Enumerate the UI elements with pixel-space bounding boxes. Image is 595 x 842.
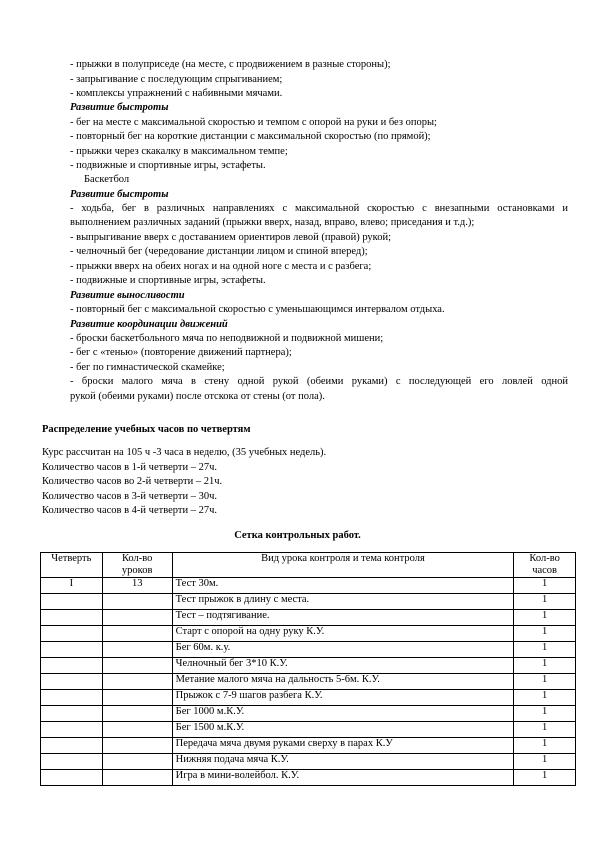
- table-row: [41, 690, 576, 706]
- section-subheading: Развитие выносливости: [70, 290, 185, 301]
- hours-cell: 1: [514, 674, 576, 690]
- hours-cell: 1: [514, 626, 576, 642]
- text-line: - броски баскетбольного мяча по неподвижной и подвижной мишени;: [70, 333, 384, 344]
- section-subheading: Развитие быстроты: [70, 102, 169, 113]
- topic-cell: Тест прыжок в длину с места.: [172, 594, 514, 610]
- topic-cell: Прыжок с 7-9 шагов разбега К.У.: [172, 690, 514, 706]
- hours-cell: 1: [514, 690, 576, 706]
- control-works-table: [40, 552, 576, 786]
- topic-cell: Челночный бег 3*10 К.У.: [172, 658, 514, 674]
- section-subheading: Развитие быстроты: [70, 189, 169, 200]
- text-line: - ходьба, бег в различных направлениях с максимальной скоростью с внезапными остановками и: [70, 203, 568, 214]
- text-line: рукой (обеими руками) после отскока от стены (от пола).: [70, 391, 325, 402]
- text-line: - бег по гимнастической скамейке;: [70, 362, 225, 373]
- table-row: [41, 626, 576, 642]
- text-line: - бег с «тенью» (повторение движений партнера);: [70, 347, 292, 358]
- topic-cell: Метание малого мяча на дальность 5-6м. К.У.: [172, 674, 514, 690]
- text-line: - прыжки вверх на обеих ногах и на одной ноге с места и с разбега;: [70, 261, 372, 272]
- text-line: - прыжки через скакалку в максимальном темпе;: [70, 146, 288, 157]
- hours-cell: 1: [514, 642, 576, 658]
- table-row: [41, 754, 576, 770]
- table-row: [41, 722, 576, 738]
- topic-cell: Игра в мини-волейбол. К.У.: [172, 770, 514, 786]
- text-line: - повторный бег на короткие дистанции с максимальной скоростью (по прямой);: [70, 131, 431, 142]
- table-row: [41, 770, 576, 786]
- header-hours: Кол-во часов: [514, 553, 576, 578]
- header-quarter: Четверть: [41, 553, 103, 578]
- hours-cell: 1: [514, 722, 576, 738]
- hours-cell: 1: [514, 578, 576, 594]
- quarter-hours-line: Количество часов в 1-й четверти – 27ч.: [42, 462, 217, 473]
- text-line: - запрыгивание с последующим спрыгиванием;: [70, 74, 283, 85]
- section-heading: Баскетбол: [84, 174, 130, 185]
- text-line: - бег на месте с максимальной скоростью и темпом с опорой на руки и без опоры;: [70, 117, 437, 128]
- header-topic: Вид урока контроля и тема контроля: [172, 553, 514, 578]
- text-line: - подвижные и спортивные игры, эстафеты.: [70, 160, 266, 171]
- quarter-hours-line: Количество часов в 3-й четверти – 30ч.: [42, 491, 217, 502]
- text-line: - повторный бег с максимальной скоростью с уменьшающимся интервалом отдыха.: [70, 304, 445, 315]
- quarter-hours-line: Количество часов в 4-й четверти – 27ч.: [42, 505, 217, 516]
- hours-cell: 1: [514, 754, 576, 770]
- hours-cell: 1: [514, 738, 576, 754]
- text-line: - комплексы упражнений с набивными мячами.: [70, 88, 283, 99]
- topic-cell: Бег 60м. к.у.: [172, 642, 514, 658]
- hours-cell: 1: [514, 610, 576, 626]
- hours-cell: 1: [514, 770, 576, 786]
- quarter-hours-line: Количество часов во 2-й четверти – 21ч.: [42, 476, 223, 487]
- table-row: [41, 578, 576, 594]
- topic-cell: Бег 1000 м.К.У.: [172, 706, 514, 722]
- topic-cell: Старт с опорой на одну руку К.У.: [172, 626, 514, 642]
- text-line: - подвижные и спортивные игры, эстафеты.: [70, 275, 266, 286]
- hours-cell: 1: [514, 706, 576, 722]
- text-line: - прыжки в полуприседе (на месте, с продвижением в разные стороны);: [70, 59, 391, 70]
- topic-cell: Передача мяча двумя руками сверху в парах К.У: [172, 738, 514, 754]
- distribution-heading: Распределение учебных часов по четвертям: [42, 424, 251, 435]
- hours-cell: 1: [514, 658, 576, 674]
- course-hours-line: Курс рассчитан на 105 ч -3 часа в неделю, (35 учебных недель).: [42, 447, 327, 458]
- table-row: [41, 738, 576, 754]
- topic-cell: Бег 1500 м.К.У.: [172, 722, 514, 738]
- quarter-cell: I: [41, 578, 103, 594]
- table-row: [41, 658, 576, 674]
- table-header-row: [41, 553, 576, 578]
- text-line: - броски малого мяча в стену одной рукой (обеими руками) с последующей его ловлей одной: [70, 376, 568, 387]
- table-row: [41, 706, 576, 722]
- text-line: выполнением различных заданий (прыжки вверх, назад, вправо, влево; приседания и т.д.);: [70, 217, 475, 228]
- text-line: - челночный бег (чередование дистанции лицом и спиной вперед);: [70, 246, 368, 257]
- topic-cell: Нижняя подача мяча К.У.: [172, 754, 514, 770]
- table-title: Сетка контрольных работ.: [234, 530, 361, 541]
- table-row: [41, 610, 576, 626]
- lessons-cell: 13: [102, 578, 172, 594]
- hours-cell: 1: [514, 594, 576, 610]
- text-line: - выпрыгивание вверх с доставанием ориентиров левой (правой) рукой;: [70, 232, 392, 243]
- topic-cell: Тест – подтягивание.: [172, 610, 514, 626]
- topic-cell: Тест 30м.: [172, 578, 514, 594]
- table-row: [41, 642, 576, 658]
- table-row: [41, 594, 576, 610]
- header-lessons: Кол-во уроков: [102, 553, 172, 578]
- table-row: [41, 674, 576, 690]
- section-subheading: Развитие координации движений: [70, 319, 228, 330]
